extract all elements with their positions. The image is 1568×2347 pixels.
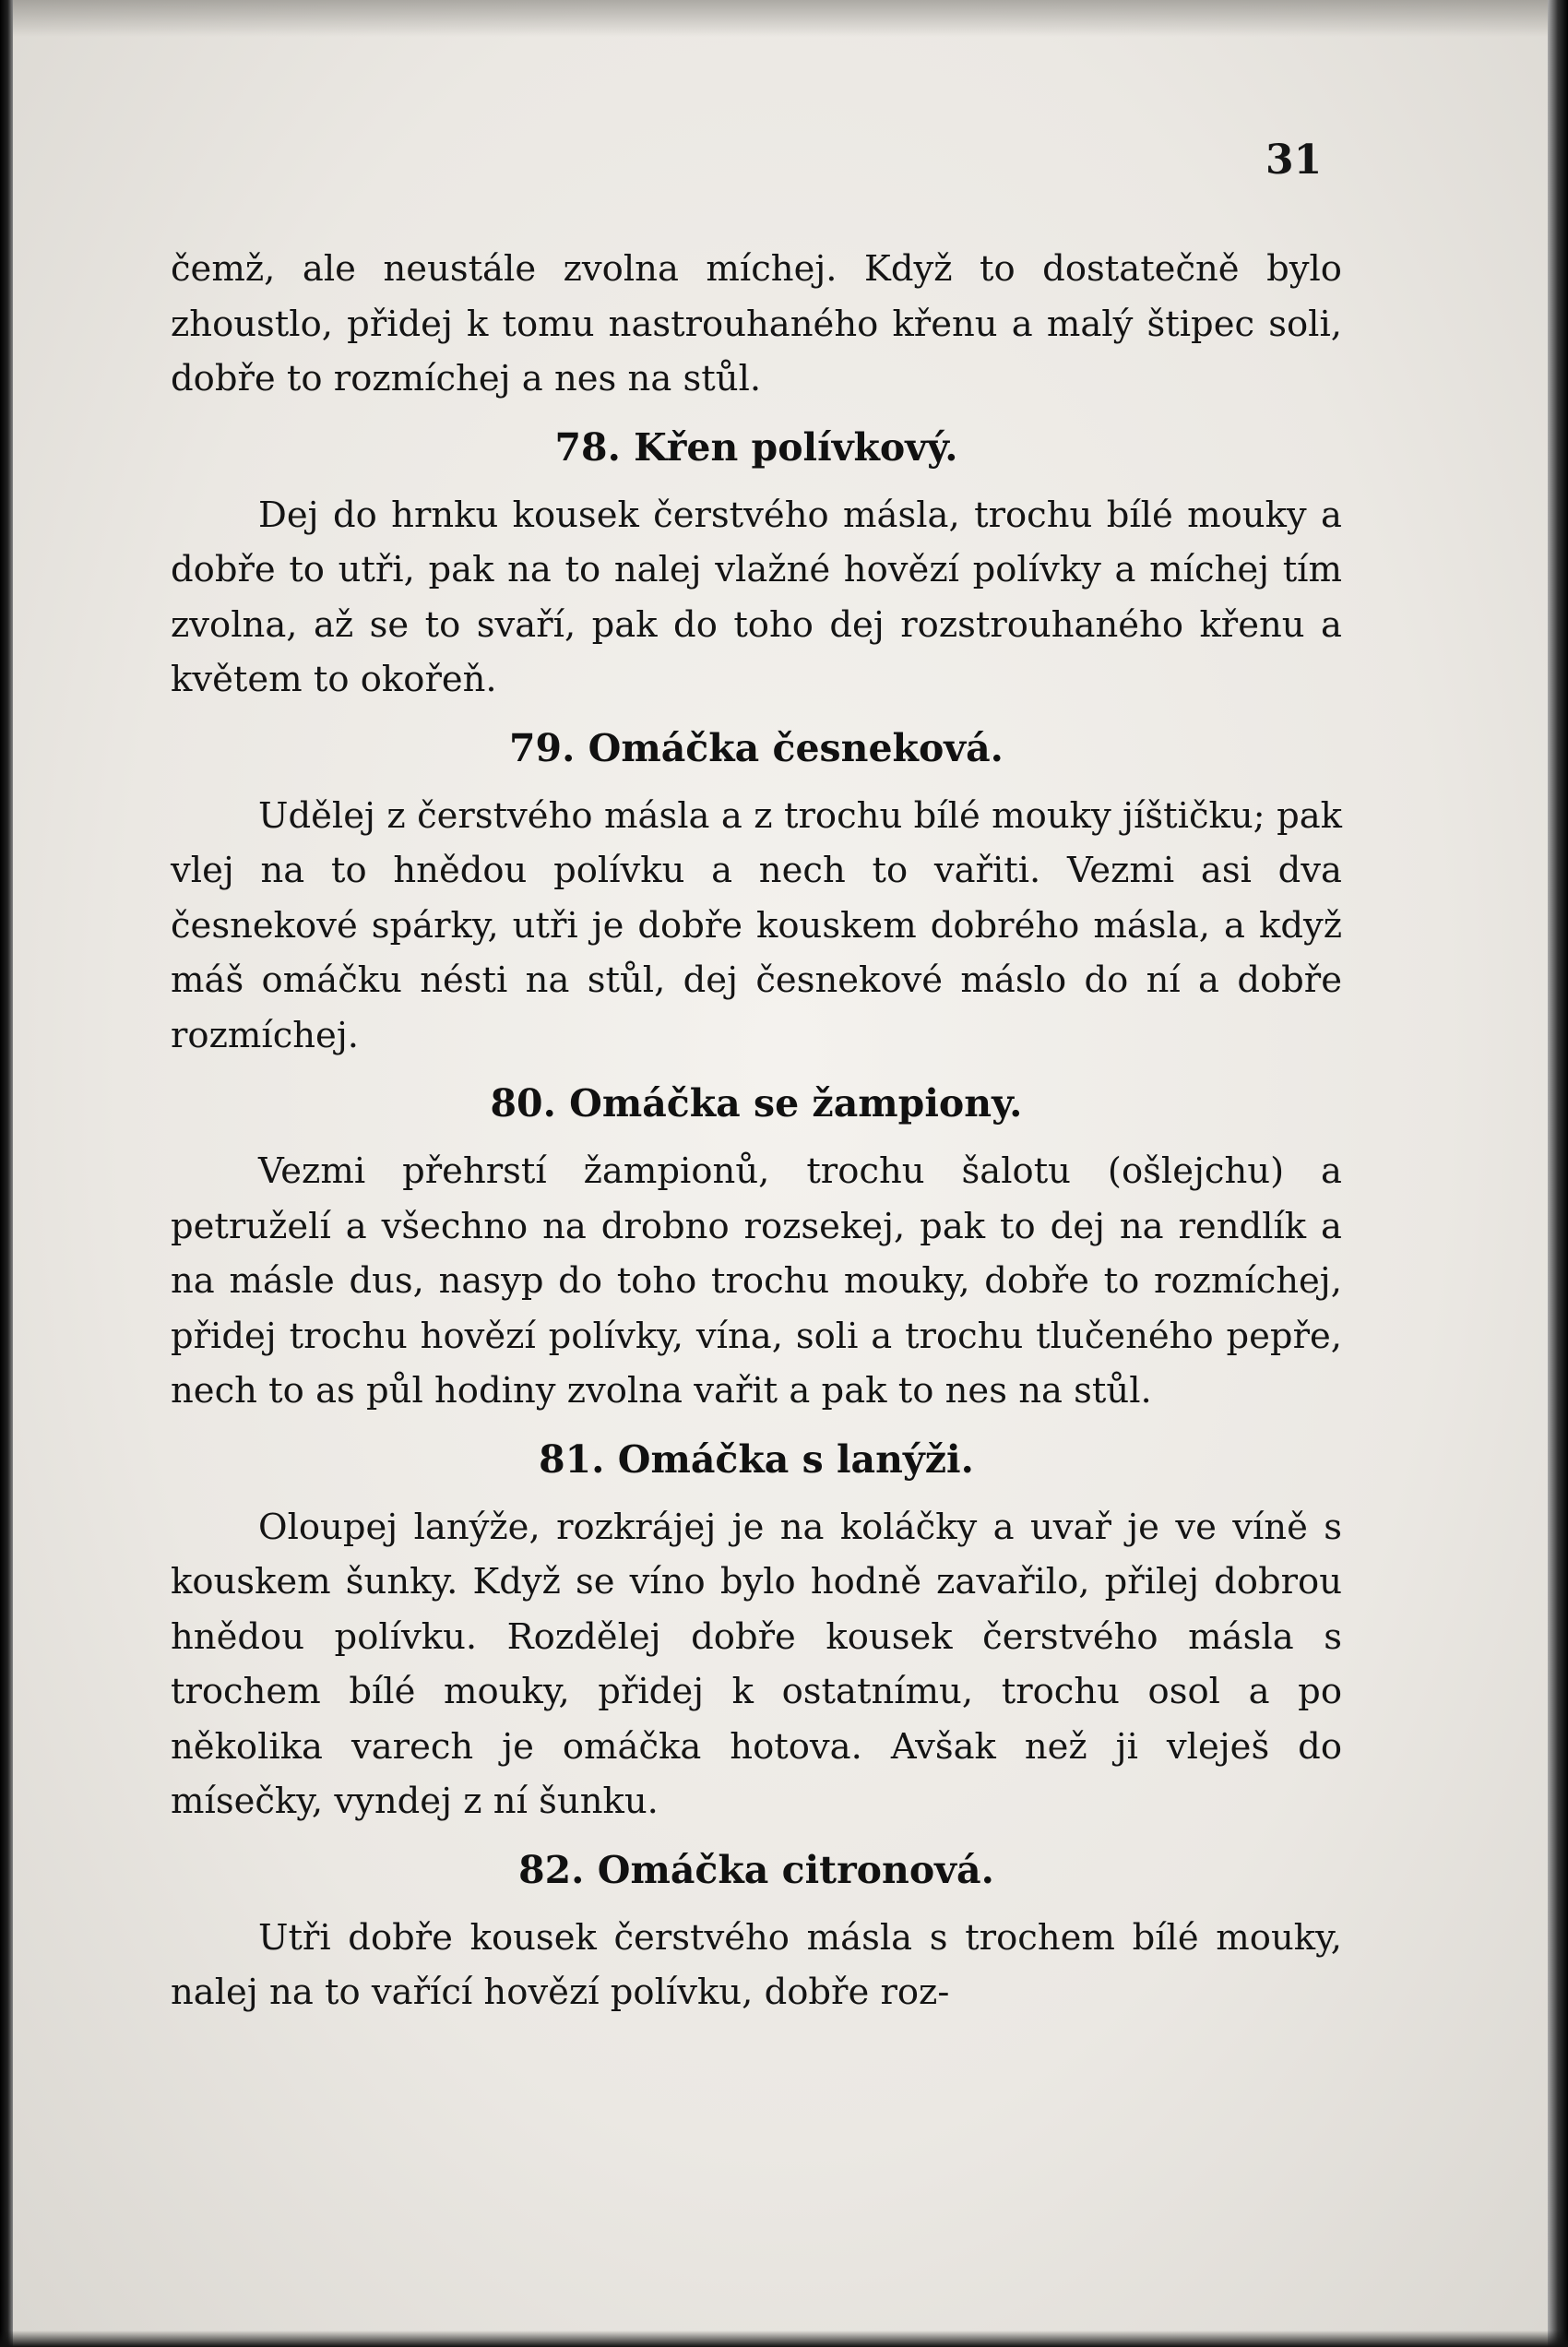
recipe-heading-82: 82. Omáčka citronová. xyxy=(518,1847,994,1892)
recipe-heading-79: 79. Omáčka česneková. xyxy=(509,725,1004,770)
scan-bottom-border xyxy=(0,2330,1568,2347)
scan-left-border xyxy=(0,0,13,2347)
recipe-body-81: Oloupej lanýže, rozkrájej je na koláčky a uvař je ve víně s kouskem šunky. Když se víno bylo hodně zavařilo, přilej dobrou hnědou polívku. Rozdělej dobře kousek čerstvého másla s trochem bílé mouky, přidej k ostatnímu, trochu osol a po několika varech je omáčka hotova. Avšak než ji vleješ do mísečky, vyndej z ní šunku. xyxy=(171,1506,1342,1822)
recipe-body-79: Udělej z čerstvého másla a z trochu bílé mouky jíštičku; pak vlej na to hnědou polívku a nech to vařiti. Vezmi asi dva česnekové spárky, utři je dobře kouskem dobrého másla, a když máš omáčku nésti na stůl, dej česnekové máslo do ní a dobře rozmíchej. xyxy=(171,794,1342,1056)
recipe-body-80: Vezmi přehrstí žampionů, trochu šalotu (ošlejchu) a petruželí a všechno na drobno rozsekej, pak to dej na rendlík a na másle dus, nasyp do toho trochu mouky, dobře to rozmíchej, přidej trochu hovězí polívky, vína, soli a trochu tlučeného pepře, nech to as půl hodiny zvolna vařit a pak to nes na stůl. xyxy=(171,1150,1342,1412)
recipe-heading-81: 81. Omáčka s lanýži. xyxy=(539,1436,974,1482)
scan-right-border xyxy=(1548,0,1568,2347)
intro-paragraph: čemž, ale neustále zvolna míchej. Když to dostatečně bylo zhoustlo, přidej k tomu nastrouhaného křenu a malý štipec soli, dobře to rozmíchej a nes na stůl. xyxy=(171,248,1342,399)
page-top-shadow xyxy=(0,0,1568,37)
page-text xyxy=(171,242,1342,2020)
recipe-heading-80: 80. Omáčka se žampiony. xyxy=(490,1081,1023,1126)
recipe-heading-78: 78. Křen polívkový. xyxy=(554,424,958,470)
recipe-body-82: Utři dobře kousek čerstvého másla s trochem bílé mouky, nalej na to vařící hovězí polívku, dobře roz- xyxy=(171,1916,1342,2013)
page-number: 31 xyxy=(1265,137,1323,184)
recipe-body-78: Dej do hrnku kousek čerstvého másla, trochu bílé mouky a dobře to utři, pak na to nalej vlažné hovězí polívky a míchej tím zvolna, až se to svaří, pak do toho dej rozstrouhaného křenu a květem to okořeň. xyxy=(171,494,1342,700)
